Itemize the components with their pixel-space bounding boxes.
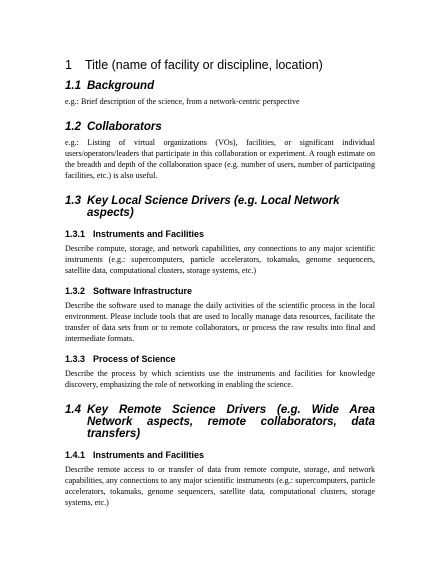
software-heading xyxy=(65,286,375,296)
title-text: Title (name of facility or discipline, location) xyxy=(85,58,323,72)
remote-drivers-heading xyxy=(65,404,375,440)
remote-instruments-heading xyxy=(65,450,375,460)
local-drivers-heading xyxy=(65,195,375,219)
collaborators-heading xyxy=(65,121,375,133)
process-number: 1.3.3 xyxy=(65,354,86,364)
local-instruments-heading-text: Instruments and Facilities xyxy=(93,229,205,239)
remote-instruments-heading-text: Instruments and Facilities xyxy=(93,450,205,460)
background-heading-text: Background xyxy=(87,80,155,92)
title-number: 1 xyxy=(65,58,72,72)
process-heading xyxy=(65,354,375,364)
remote-instruments-number: 1.4.1 xyxy=(65,450,86,460)
background-heading xyxy=(65,80,375,92)
software-number: 1.3.2 xyxy=(65,286,86,296)
software-body: Describe the software used to manage the daily activities of the scientific process in the local environment. Please include tools that are used to locally manage data resources, facilitate the transfer of data sets from or to remote collaborators, or process the raw results into final and intermediate formats. xyxy=(65,301,375,343)
local-instruments-heading xyxy=(65,229,375,239)
local-instruments-number: 1.3.1 xyxy=(65,229,86,239)
software-heading-text: Software Infrastructure xyxy=(93,286,193,296)
local-drivers-heading-text: Key Local Science Drivers (e.g. Local Network aspects) xyxy=(87,195,340,219)
local-instruments-body xyxy=(65,243,375,276)
collaborators-heading-text: Collaborators xyxy=(87,121,162,133)
collaborators-body: e.g.: Listing of virtual organizations (VOs), facilities, or significant individual users/operators/leaders that participate in this collaboration or experiment. A rough estimate on the breadth and depth of the collaboration space (e.g. number of users, number of participating facilities, etc.) is also useful. xyxy=(65,138,375,180)
local-instruments-body-pre: Describe compute, storage, and network capabilities, xyxy=(65,244,244,253)
local-instruments-body-post: connections to any major scientific instruments (e.g.: supercomputers, particle accelerators, tokamaks, genome sequencers, satellite data, computational clusters, storage systems, etc.) xyxy=(65,244,375,275)
local-drivers-number: 1.3 xyxy=(65,195,81,207)
background-number: 1.1 xyxy=(65,80,81,92)
local-instruments-body-emphasis: any xyxy=(243,244,256,253)
remote-drivers-heading-text: Key Remote Science Drivers (e.g. Wide Area Network aspects, remote collaborators, data transfers) xyxy=(87,404,375,440)
remote-instruments-body: Describe remote access to or transfer of data from remote compute, storage, and network capabilities, any connections to any major scientific instruments (e.g.: supercomputers, particle accelerators, tokamaks, genome sequencers, satellite data, computational clusters, storage systems, etc.) xyxy=(65,465,375,507)
process-heading-text: Process of Science xyxy=(93,354,176,364)
process-body: Describe the process by which scientists use the instruments and facilities for knowledge discovery, emphasizing the role of networking in enabling the science. xyxy=(65,369,375,389)
document-title xyxy=(65,58,375,72)
remote-drivers-number: 1.4 xyxy=(65,404,81,416)
collaborators-number: 1.2 xyxy=(65,121,81,133)
background-body: e.g.: Brief description of the science, from a network-centric perspective xyxy=(65,97,300,106)
